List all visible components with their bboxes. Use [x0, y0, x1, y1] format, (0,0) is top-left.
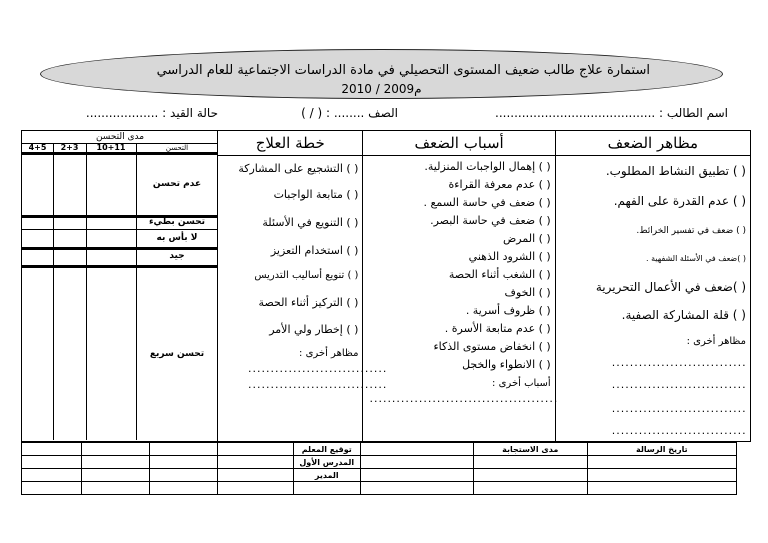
treatment-plan-header: [218, 131, 363, 156]
sig-cell[interactable]: [82, 469, 150, 482]
level-acceptable: لا بأس به: [156, 233, 198, 243]
cause-item[interactable]: ( ) انخفاض مستوى الذكاء: [433, 340, 551, 353]
weakness-causes-column: [363, 156, 559, 442]
treatment-plan-column: [218, 156, 388, 442]
level-fast-improvement: تحسن سريع: [149, 349, 205, 359]
sig-cell[interactable]: [218, 482, 294, 495]
treatment-item[interactable]: ( ) التركيز أثناء الحصة: [258, 296, 359, 309]
sig-cell[interactable]: [22, 482, 82, 495]
sig-cell[interactable]: [22, 456, 82, 469]
student-name-field[interactable]: اسم الطالب : ..........................................: [495, 106, 728, 120]
treatment-item[interactable]: ( ) التنويع في الأسئلة: [262, 216, 359, 229]
teacher-signature-label: توقيع المعلم: [294, 443, 360, 456]
letter-date-header: تاريخ الرسالة: [587, 443, 736, 456]
cause-item[interactable]: ( ) المرض: [503, 232, 551, 245]
sig-cell[interactable]: [360, 482, 473, 495]
level-slow-improvement: تحسن بطيء: [148, 217, 206, 227]
cause-item[interactable]: ( ) ضعف في حاسة السمع .: [423, 196, 551, 209]
treatment-item[interactable]: ( ) التشجيع على المشاركة: [238, 162, 359, 175]
cause-item[interactable]: ( ) الخوف: [504, 286, 551, 299]
treatment-item[interactable]: ( ) تنويع أساليب التدريس: [254, 270, 359, 281]
sign-other-line[interactable]: ..............................: [611, 402, 747, 415]
signature-table: [21, 442, 737, 495]
cause-item[interactable]: ( ) ظروف أسرية .: [465, 304, 551, 317]
progress-heading: مدى التحسن: [95, 132, 145, 142]
sign-other-line[interactable]: ..............................: [611, 424, 747, 437]
sign-item[interactable]: ( )ضعف في الأسئلة الشفهية .: [646, 254, 746, 263]
sign-item[interactable]: ( )ضعف في الأعمال التحريرية: [595, 280, 746, 294]
cause-other-line[interactable]: ..........................................: [369, 392, 559, 405]
sig-cell[interactable]: [82, 456, 150, 469]
sig-cell[interactable]: [360, 469, 473, 482]
level-good: جيد: [169, 251, 185, 261]
cause-item[interactable]: ( ) ضعف في حاسة البصر.: [430, 214, 551, 227]
sign-other-label: مظاهر أخرى :: [686, 336, 746, 347]
sig-cell[interactable]: [150, 482, 218, 495]
sig-cell[interactable]: [360, 443, 473, 456]
grade-2-3: 2+3: [60, 143, 79, 152]
treatment-item[interactable]: ( ) متابعة الواجبات: [273, 188, 359, 201]
sig-cell[interactable]: [82, 443, 150, 456]
sig-cell[interactable]: [360, 456, 473, 469]
grade-4-5: 4+5: [28, 143, 47, 152]
cause-item[interactable]: ( ) الشرود الذهني: [468, 250, 551, 263]
principal-label: المدير: [294, 469, 360, 482]
treatment-item[interactable]: ( ) إخطار ولي الأمر: [269, 323, 359, 336]
response-header: مدى الاستجابة: [473, 443, 587, 456]
sig-cell[interactable]: [473, 456, 587, 469]
sig-cell[interactable]: [150, 443, 218, 456]
sign-item[interactable]: ( ) ضعف في تفسير الخرائط.: [636, 226, 746, 236]
treatment-other-line[interactable]: ...............................: [248, 362, 388, 375]
progress-sub-heading: التحسن: [165, 144, 189, 152]
form-title: استمارة علاج طالب ضعيف المستوى التحصيلي في مادة الدراسات الاجتماعية للعام الدراسي: [156, 63, 650, 78]
sig-cell[interactable]: [473, 469, 587, 482]
treatment-item[interactable]: ( ) استخدام التعزيز: [270, 244, 359, 257]
weakness-signs-heading: مظاهر الضعف: [607, 134, 699, 152]
cause-item[interactable]: ( ) عدم معرفة القراءة: [448, 178, 551, 191]
treatment-other-label: مظاهر أخرى :: [299, 348, 359, 359]
treatment-form-table: [21, 130, 751, 442]
sig-cell[interactable]: [587, 482, 736, 495]
cause-other-label: أسباب أخرى :: [492, 378, 551, 389]
treatment-other-line[interactable]: ...............................: [248, 378, 388, 391]
weakness-causes-header: [363, 131, 555, 156]
cause-item[interactable]: ( ) الانطواء والخجل: [462, 358, 551, 371]
sig-cell[interactable]: [218, 469, 294, 482]
sign-other-line[interactable]: ..............................: [611, 356, 747, 369]
form-title-year: 2010 / 2009م: [341, 82, 422, 96]
class-field[interactable]: الصف ........ : ( / ): [301, 106, 398, 120]
sig-cell[interactable]: [218, 443, 294, 456]
cause-item[interactable]: ( ) إهمال الواجبات المنزلية.: [424, 160, 551, 173]
level-no-improvement: عدم تحسن: [152, 179, 202, 189]
enrollment-status-field[interactable]: حالة القيد : ...................: [85, 106, 218, 120]
sig-cell[interactable]: [150, 456, 218, 469]
sig-cell[interactable]: [587, 469, 736, 482]
sig-cell[interactable]: [473, 482, 587, 495]
progress-column: [22, 131, 218, 442]
grade-10-11: 10+11: [96, 143, 126, 152]
treatment-plan-heading: خطة العلاج: [255, 134, 325, 152]
sign-item[interactable]: ( ) تطبيق النشاط المطلوب.: [605, 164, 746, 178]
cause-item[interactable]: ( ) الشغب أثناء الحصة: [448, 268, 551, 281]
weakness-signs-column: [555, 156, 750, 442]
form-title-banner: [40, 49, 723, 99]
sig-cell[interactable]: [22, 443, 82, 456]
senior-teacher-label: المدرس الأول: [294, 456, 360, 469]
sig-cell[interactable]: [218, 456, 294, 469]
weakness-signs-header: [555, 131, 750, 156]
sig-cell[interactable]: [294, 482, 360, 495]
cause-item[interactable]: ( ) عدم متابعة الأسرة .: [444, 322, 551, 335]
sig-cell[interactable]: [22, 469, 82, 482]
sig-cell[interactable]: [82, 482, 150, 495]
weakness-causes-heading: أسباب الضعف: [414, 134, 504, 152]
sig-cell[interactable]: [587, 456, 736, 469]
sig-cell[interactable]: [150, 469, 218, 482]
sign-item[interactable]: ( ) قلة المشاركة الصفية.: [621, 308, 746, 322]
sign-other-line[interactable]: ..............................: [611, 378, 747, 391]
sign-item[interactable]: ( ) عدم القدرة على الفهم.: [613, 194, 746, 208]
student-info-line: [28, 106, 728, 126]
